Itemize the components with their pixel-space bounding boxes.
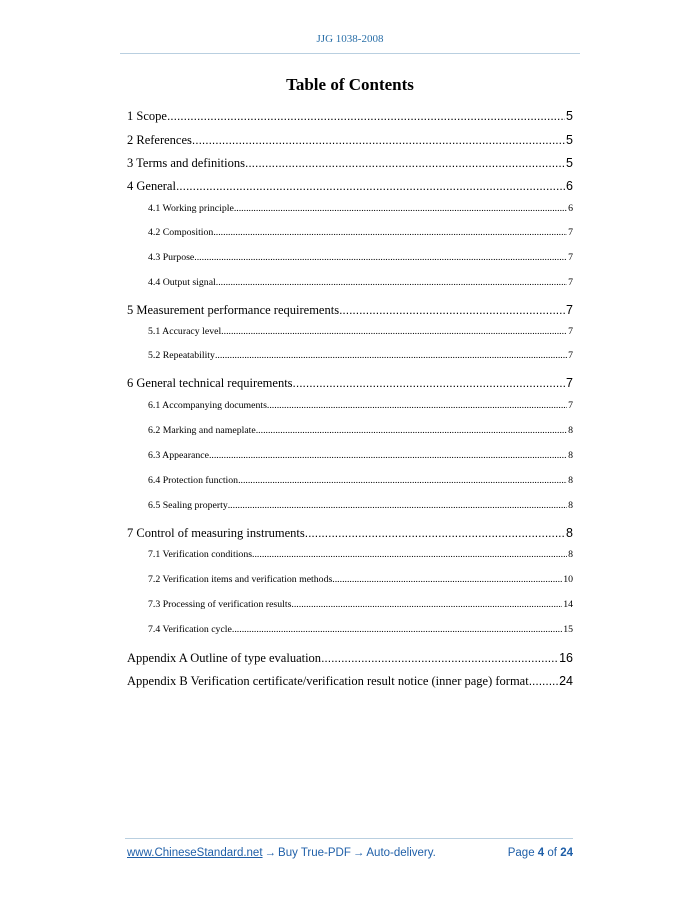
toc-entry-label: 4.3 Purpose bbox=[148, 252, 195, 263]
toc-entry-purpose[interactable] bbox=[148, 252, 573, 266]
toc-entry-page: 15 bbox=[563, 624, 573, 635]
toc-entry-repeatability[interactable] bbox=[148, 350, 573, 364]
toc-entry-label: Appendix B Verification certificate/verification result notice (inner page) format bbox=[127, 674, 529, 688]
toc-leader-dots bbox=[245, 156, 565, 170]
toc-entry-page: 8 bbox=[568, 500, 573, 511]
toc-leader-dots bbox=[221, 326, 567, 337]
toc-entry-page: 10 bbox=[563, 574, 573, 585]
toc-entry-references[interactable] bbox=[127, 133, 573, 151]
toc-entry-output-signal[interactable] bbox=[148, 277, 573, 291]
toc-leader-dots bbox=[256, 425, 567, 436]
toc-entry-page: 7 bbox=[568, 326, 573, 337]
delivery-text: Auto-delivery. bbox=[366, 847, 436, 859]
toc-entry-processing-results[interactable] bbox=[148, 599, 573, 613]
toc-leader-dots bbox=[252, 549, 567, 560]
toc-leader-dots bbox=[209, 450, 567, 461]
toc-entry-page: 8 bbox=[566, 526, 573, 540]
toc-entry-label: 5.2 Repeatability bbox=[148, 350, 215, 361]
toc-entry-accuracy-level[interactable] bbox=[148, 326, 573, 340]
toc-entry-label: 3 Terms and definitions bbox=[127, 156, 245, 170]
toc-leader-dots bbox=[194, 252, 567, 263]
toc-entry-label: 7.3 Processing of verification results bbox=[148, 599, 292, 610]
toc-leader-dots bbox=[213, 227, 567, 238]
toc-entry-appendix-b[interactable] bbox=[127, 674, 573, 692]
toc-entry-page: 5 bbox=[566, 156, 573, 170]
toc-leader-dots bbox=[529, 674, 558, 688]
footer-promo bbox=[127, 847, 436, 859]
toc-entry-label: 6 General technical requirements bbox=[127, 376, 293, 390]
toc-leader-dots bbox=[176, 179, 565, 193]
toc-leader-dots bbox=[321, 651, 558, 665]
toc-leader-dots bbox=[215, 350, 567, 361]
page-total: 24 bbox=[560, 847, 573, 859]
toc-entry-terms[interactable] bbox=[127, 156, 573, 174]
toc-entry-label: Appendix A Outline of type evaluation bbox=[127, 651, 322, 665]
toc-entry-page: 14 bbox=[563, 599, 573, 610]
header-standard-code: JJG 1038-2008 bbox=[316, 33, 384, 45]
toc-entry-appearance[interactable] bbox=[148, 450, 573, 464]
toc-leader-dots bbox=[291, 599, 562, 610]
page-of: of bbox=[547, 847, 557, 859]
toc-entry-label: 4.2 Composition bbox=[148, 227, 214, 238]
toc-leader-dots bbox=[216, 277, 567, 288]
toc-entry-page: 8 bbox=[568, 450, 573, 461]
toc-entry-scope[interactable] bbox=[127, 109, 573, 127]
toc-entry-label: 6.3 Appearance bbox=[148, 450, 209, 461]
toc-entry-page: 7 bbox=[566, 303, 573, 317]
toc-entry-page: 5 bbox=[566, 109, 573, 123]
toc-leader-dots bbox=[192, 133, 565, 147]
toc-entry-composition[interactable] bbox=[148, 227, 573, 241]
toc-leader-dots bbox=[293, 376, 566, 390]
toc-entry-label: 4 General bbox=[127, 179, 176, 193]
toc-leader-dots bbox=[228, 500, 567, 511]
toc-entry-verification-cycle[interactable] bbox=[148, 624, 573, 638]
toc-entry-verification-items[interactable] bbox=[148, 574, 573, 588]
toc-entry-general[interactable] bbox=[127, 179, 573, 197]
toc-entry-page: 6 bbox=[568, 203, 573, 214]
buy-pdf-text: Buy True-PDF bbox=[278, 847, 351, 859]
toc-entry-label: 2 References bbox=[127, 133, 192, 147]
toc-leader-dots bbox=[332, 574, 562, 585]
toc-entry-label: 5 Measurement performance requirements bbox=[127, 303, 340, 317]
site-link[interactable]: www.ChineseStandard.net bbox=[127, 847, 263, 859]
page-title: Table of Contents bbox=[286, 75, 414, 94]
toc-entry-page: 7 bbox=[568, 400, 573, 411]
arrow-right-icon: → bbox=[352, 847, 365, 859]
toc-entry-control-measuring[interactable] bbox=[127, 526, 573, 544]
toc-entry-label: 1 Scope bbox=[127, 109, 167, 123]
toc-entry-label: 6.5 Sealing property bbox=[148, 500, 228, 511]
toc-entry-marking-nameplate[interactable] bbox=[148, 425, 573, 439]
toc-entry-working-principle[interactable] bbox=[148, 203, 573, 217]
toc-entry-page: 7 bbox=[566, 376, 573, 390]
toc-entry-accompanying-documents[interactable] bbox=[148, 400, 573, 414]
toc-leader-dots bbox=[305, 526, 565, 540]
toc-entry-appendix-a[interactable] bbox=[127, 651, 573, 669]
toc-entry-label: 5.1 Accuracy level bbox=[148, 326, 222, 337]
toc-entry-protection-function[interactable] bbox=[148, 475, 573, 489]
toc-leader-dots bbox=[232, 624, 562, 635]
toc-entry-page: 8 bbox=[568, 475, 573, 486]
page-current: 4 bbox=[537, 847, 545, 859]
toc-entry-page: 8 bbox=[568, 425, 573, 436]
toc-entry-page: 8 bbox=[568, 549, 573, 560]
toc-entry-label: 7 Control of measuring instruments bbox=[127, 526, 305, 540]
page-number bbox=[508, 847, 573, 859]
toc-entry-page: 7 bbox=[568, 277, 573, 288]
toc-entry-page: 16 bbox=[559, 651, 573, 665]
toc-entry-label: 6.1 Accompanying documents bbox=[148, 400, 267, 411]
toc-leader-dots bbox=[238, 475, 567, 486]
toc-entry-page: 7 bbox=[568, 227, 573, 238]
toc-leader-dots bbox=[167, 109, 565, 123]
toc-entry-page: 7 bbox=[568, 350, 573, 361]
toc-entry-page: 24 bbox=[559, 674, 573, 688]
toc-entry-sealing-property[interactable] bbox=[148, 500, 573, 514]
toc-entry-page: 7 bbox=[568, 252, 573, 263]
toc-leader-dots bbox=[339, 303, 565, 317]
page-word: Page bbox=[507, 847, 535, 859]
toc-leader-dots bbox=[267, 400, 567, 411]
toc-entry-label: 4.4 Output signal bbox=[148, 277, 216, 288]
toc-entry-label: 7.2 Verification items and verification methods bbox=[148, 574, 333, 585]
toc-entry-verification-conditions[interactable] bbox=[148, 549, 573, 563]
toc-entry-measurement-performance[interactable] bbox=[127, 303, 573, 321]
toc-entry-label: 6.4 Protection function bbox=[148, 475, 239, 486]
toc-leader-dots bbox=[234, 203, 567, 214]
toc-entry-label: 6.2 Marking and nameplate bbox=[148, 425, 256, 436]
toc-entry-label: 7.1 Verification conditions bbox=[148, 549, 253, 560]
toc-entry-page: 6 bbox=[566, 179, 573, 193]
toc-entry-page: 5 bbox=[566, 133, 573, 147]
arrow-right-icon: → bbox=[264, 847, 277, 859]
toc-entry-general-technical[interactable] bbox=[127, 376, 573, 394]
footer-divider bbox=[125, 838, 573, 839]
toc-entry-label: 7.4 Verification cycle bbox=[148, 624, 232, 635]
toc-entry-label: 4.1 Working principle bbox=[148, 203, 234, 214]
